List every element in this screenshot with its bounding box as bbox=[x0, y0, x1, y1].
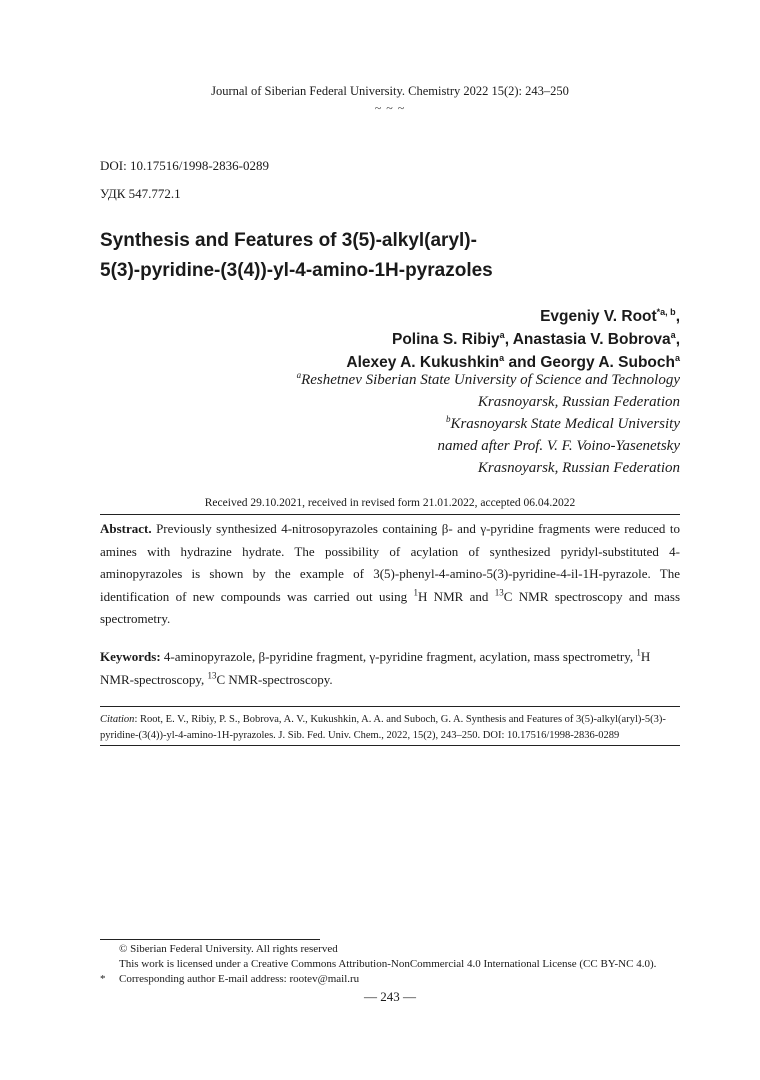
footnote-mark: * bbox=[100, 973, 106, 985]
author-name: Polina S. Ribiy bbox=[392, 331, 500, 348]
abstract-label: Abstract. bbox=[100, 521, 152, 536]
title-line-2: 5(3)-pyridine-(3(4))-yl-4-amino-1H-pyrazoles bbox=[100, 260, 493, 281]
keywords-text: 4-aminopyrazole, β-pyridine fragment, γ-pyridine fragment, acylation, mass spectrometry, bbox=[160, 649, 637, 664]
author-affil-mark: a bbox=[674, 352, 680, 363]
affiliation-b-line-3: Krasnoyarsk, Russian Federation bbox=[477, 460, 680, 476]
affiliation-b-line-1: $^b$Krasnoyarsk State Medical University bbox=[445, 414, 680, 432]
citation-label: Citation bbox=[100, 714, 135, 725]
author-affil-mark: a bbox=[499, 329, 505, 340]
affiliations bbox=[297, 369, 680, 479]
author-line-1 bbox=[346, 305, 680, 328]
page-number: — 243 — bbox=[364, 989, 416, 1004]
affiliation-a-line-2: Krasnoyarsk, Russian Federation bbox=[477, 394, 680, 410]
author-name: Georgy A. Suboch bbox=[540, 354, 675, 371]
footnote-divider bbox=[100, 939, 320, 940]
header-ornament: ~ ~ ~ bbox=[374, 101, 406, 115]
article-title bbox=[100, 226, 660, 286]
author-separator: , bbox=[675, 308, 680, 325]
copyright-note: © Siberian Federal University. All rights reserved bbox=[119, 943, 338, 955]
journal-header: Journal of Siberian Federal University. Chemistry 2022 15(2): 243–250 bbox=[211, 84, 569, 98]
affiliation-mark: b bbox=[445, 414, 451, 424]
author-name: Evgeniy V. Root bbox=[540, 308, 657, 325]
divider bbox=[100, 514, 680, 515]
received-dates: Received 29.10.2021, received in revised form 21.01.2022, accepted 06.04.2022 bbox=[204, 497, 576, 509]
authors-block bbox=[346, 305, 680, 374]
author-affil-mark: a bbox=[499, 352, 505, 363]
citation bbox=[100, 712, 680, 744]
divider bbox=[100, 706, 680, 707]
divider bbox=[100, 745, 680, 746]
citation-text: : Root, E. V., Ribiy, P. S., Bobrova, A. V., Kukushkin, A. A. and Suboch, G. A. Synthesis and Features of 3(5)-alkyl(aryl)-5(3)-pyridine-(3(4))-yl-4-amino-1H-pyrazoles. J. Sib. Fed. Univ. Chem., 2022, 15(2), 243–250. DOI: 10.17516/1998-2836-0289 bbox=[100, 714, 666, 741]
footnotes bbox=[100, 942, 700, 987]
author-affil-mark: a bbox=[670, 329, 676, 340]
affiliation-b-line-2: named after Prof. V. F. Voino-Yasenetsky bbox=[437, 438, 680, 454]
author-line-2 bbox=[346, 328, 680, 351]
author-separator: , bbox=[504, 331, 513, 348]
abstract-text: Previously synthesized 4-nitrosopyrazoles containing β- and γ-pyridine fragments were reduced to amines with hydrazine hydrate. The possibility of acylation of synthesized pyridyl-substituted 4-aminopyrazoles is shown by the example of 3(5)-phenyl-4-amino-5(3)-pyridine-4-il-1H-pyrazole. The identification of new compounds was carried out using bbox=[100, 521, 680, 604]
keywords: Keywords: 4-aminopyrazole, β-pyridine fragment, γ-pyridine fragment, acylation, mass spectrometry, $^1$H NMR-spectroscopy, $^{13}$C NMR-spectroscopy. bbox=[100, 647, 651, 687]
doi: DOI: 10.17516/1998-2836-0289 bbox=[100, 158, 269, 173]
abstract: Abstract. Previously synthesized 4-nitrosopyrazoles containing β- and γ-pyridine fragments were reduced to amines with hydrazine hydrate. The possibility of acylation of synthesized pyridyl-substituted 4-aminopyrazoles is shown by the example of 3(5)-phenyl-4-amino-5(3)-pyridine-4-il-1H-pyrazole. The identification of new compounds was carried out using $^1$H NMR and $^{13}$C NMR spectroscopy and mass spectrometry. bbox=[100, 521, 680, 626]
author-separator: and bbox=[504, 354, 541, 371]
keywords-label: Keywords: bbox=[100, 649, 161, 664]
title-line-1: Synthesis and Features of 3(5)-alkyl(aryl)- bbox=[100, 230, 477, 251]
corresponding-author-note: * Corresponding author E-mail address: rootev@mail.ru bbox=[100, 973, 360, 985]
author-name: Alexey A. Kukushkin bbox=[346, 354, 500, 371]
author-name: Anastasia V. Bobrova bbox=[512, 331, 671, 348]
author-separator: , bbox=[675, 331, 680, 348]
license-note: This work is licensed under a Creative Commons Attribution-NonCommercial 4.0 International License (CC BY-NC 4.0). bbox=[119, 958, 657, 970]
affiliation-a-line-1: $^a$Reshetnev Siberian State University of Science and Technology bbox=[296, 370, 680, 388]
affiliation-mark: a bbox=[296, 370, 302, 380]
author-affil-mark: *a, b bbox=[656, 306, 676, 317]
udk-code: УДК 547.772.1 bbox=[100, 186, 181, 201]
